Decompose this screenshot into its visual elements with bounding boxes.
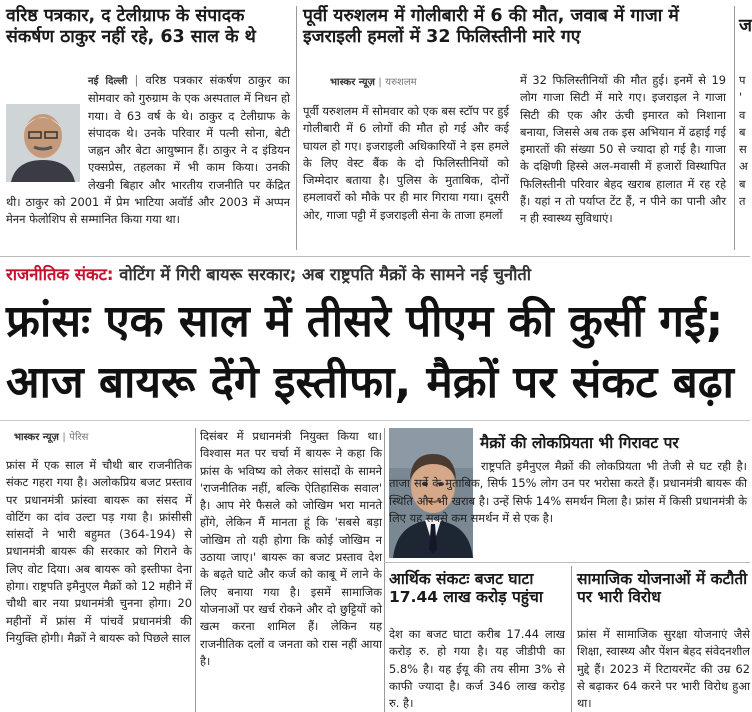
macron-headline: मैक्रों की लोकप्रियता भी गिरावट पर — [480, 434, 679, 452]
main-byline: भास्कर न्यूज़ | पेरिस — [14, 432, 89, 443]
main-col1: फ्रांस में एक साल में चौथी बार राजनीतिक संकट गहरा गया है। अलोकप्रिय बजट प्रस्ताव पर प्रधानमंत्री फ्रांस्वा बायरू का संसद में वोटिंग का दांव उल्टा पड़ गया है। फ्रांसीसी सांसदों ने भारी बहुमत (364-194) से प्रधानमंत्री बायरू की सरकार को गिराने के लिए वोट दिया। अब बायरू को इस्तीफा देना होगा। राष्ट्रपति इमैनुएल मैक्रों को 12 महीने में चौथी बार नया प्रधानमंत्री चुनना होगा। 20 महीनों में फ्रांस में पांचवें प्रधानमंत्री की नियुक्ति होगी। मैक्रों ने बायरू को पिछले साल — [6, 458, 192, 645]
story2-col2: में 32 फिलिस्तीनियों की मौत हुई। इनमें से 19 लोग गाजा सिटी में मारे गए। इजराइल ने गाजा सिटी की एक और ऊंची इमारत को निशाना बनाया, जिससे अब तक इस अभियान में ढहाई गई इमारतों की संख्या 50 से ज्यादा हो गई है। गाजा के दक्षिणी हिस्से अल-मवासी में हजारों विस्थापित फिलिस्तीनी परिवार बेहद खराब हालात में रह रहे हैं। यहां न तो पर्याप्त टेंट हैं, न पीने का पानी और न ही स्वास्थ्य सुविधाएं। — [520, 73, 726, 226]
story2-byline: भास्कर न्यूज़ | यरुशलम — [330, 77, 417, 88]
story2-byline-source: भास्कर न्यूज़ — [330, 77, 375, 88]
economic-body: देश का बजट घाटा करीब 17.44 लाख करोड़ रु. हो गया है। यह जीडीपी का 5.8% है। यह ईयू की तय सीमा 3% से काफी ज्यादा है। कर्ज 346 लाख करोड़ रु. है। — [389, 627, 565, 711]
main-byline-place: पेरिस — [69, 432, 89, 443]
story3-body: प ' व ब स अ ब त — [739, 73, 748, 209]
story1-dateline: नई दिल्ली — [88, 76, 128, 87]
story3-headline: ज — [739, 16, 752, 36]
kicker-label: राजनीतिक संकट: — [6, 265, 114, 284]
story2-col1: पूर्वी यरुशलम में सोमवार को एक बस स्टॉप पर हुई गोलीबारी में 6 लोगों की मौत हो गई और कई घायल हो गए। इजराइली अधिकारियों ने इस हमले के लिए वेस्ट बैंक के दो फिलिस्तीनियों को जिम्मेदार बताया है। पुलिस के मुताबिक, दोनों हमलावरों को मौके पर ही मार गिराया गया। दूसरी ओर, गाजा पट्टी में इजराइली सेना के ताजा हमलों — [303, 104, 509, 222]
main-byline-source: भास्कर न्यूज़ — [14, 432, 59, 443]
economic-headline: आर्थिक संकटः बजट घाटा 17.44 लाख करोड़ पहुंचा — [389, 570, 543, 607]
kicker-text: वोटिंग में गिरी बायरू सरकार; अब राष्ट्रपति मैक्रों के सामने नई चुनौती — [113, 265, 532, 284]
main-headline-line2: आज बायरू देंगे इस्तीफा, मैक्रों पर संकट बढ़ा — [6, 357, 734, 408]
main-col2: दिसंबर में प्रधानमंत्री नियुक्त किया था। विश्वास मत पर चर्चा में बायरू ने कहा कि फ्रांस के भविष्य को लेकर सांसदों के सामने 'राजनीतिक नहीं, बल्कि ऐतिहासिक सवाल' है। आप मेरे फैसले को जोखिम भरा मानते होंगे, लेकिन मैं मानता हूं कि 'सबसे बड़ा जोखिम तो यही होगा कि कोई जोखिम न उठाया जाए।' बायरू का बजट प्रस्ताव देश के बढ़ते घाटे और कर्ज को काबू में लाने के लिए बनाया गया है। इसमें सामाजिक योजनाओं पर खर्च रोकने और दो छुट्टियों को खत्म करना शामिल हैं। लेकिन यह राजनीतिक दलों व जनता को रास नहीं आया है। — [200, 429, 382, 668]
social-headline: सामाजिक योजनाओं में कटौती पर भारी विरोध — [577, 570, 748, 607]
macron-body: राष्ट्रपति इमैनुएल मैक्रों की लोकप्रियता भी तेजी से घट रही है। ताजा सर्वे के मुताबिक, सिर्फ 15% लोग उन पर भरोसा करते हैं। प्रधानमंत्री बायरू की स्थिति और भी खराब है। उन्हें सिर्फ 14% समर्थन मिला है। फ्रांस में किसी प्रधानमंत्री के लिए यह सबसे कम समर्थन में से एक है। — [389, 459, 747, 525]
journalist-photo — [6, 104, 80, 182]
main-headline-line1: फ्रांसः एक साल में तीसरे पीएम की कुर्सी गई; — [6, 296, 724, 347]
story1-body: नई दिल्ली | वरिष्ठ पत्रकार संकर्षण ठाकुर का सोमवार को गुरुग्राम के एक अस्पताल में निधन हो गया। वे 63 वर्ष के थे। ठाकुर द टेलीग्राफ के संपादक थे। उनके परिवार में पत्नी सोना, बेटी जह्नन और बेटा आयुष्मान हैं। ठाकुर ने द इंडियन एक्सप्रेस, तहलका में भी काम किया। उनकी लेखनी बिहार और भारतीय राजनीति पर केंद्रित थी। ठाकुर को 2001 में प्रेम भाटिया अवॉर्ड और 2003 में अप्पन मेनन फेलोशिप से सम्मानित किया गया था। — [6, 73, 290, 227]
story2-headline: पूर्वी यरुशलम में गोलीबारी में 6 की मौत, जवाब में गाजा में इजराइली हमलों में 32 फिलिस्तीनी मारे गए — [303, 6, 679, 47]
story1-headline: वरिष्ठ पत्रकार, द टेलीग्राफ के संपादक संकर्षण ठाकुर नहीं रहे, 63 साल के थे — [6, 6, 256, 47]
story2-byline-place: यरुशलम — [385, 77, 417, 88]
story1-text: वरिष्ठ पत्रकार संकर्षण ठाकुर का सोमवार को गुरुग्राम के एक अस्पताल में निधन हो गया। वे 63 वर्ष के थे। ठाकुर द टेलीग्राफ के संपादक थे। उनके परिवार में पत्नी सोना, बेटी जह्नन और बेटा आयुष्मान हैं। ठाकुर ने द इंडियन एक्सप्रेस, तहलका में भी काम किया। उनकी लेखनी बिहार और भारतीय राजनीति पर केंद्रित थी। ठाकुर को 2001 में प्रेम भाटिया अवॉर्ड और 2003 में अप्पन मेनन फेलोशिप से सम्मानित किया गया था। — [6, 73, 290, 227]
kicker — [6, 262, 750, 288]
social-body: फ्रांस में सामाजिक सुरक्षा योजनाएं जैसे शिक्षा, स्वास्थ्य और पेंशन बेहद संवेदनशील मुद्दे हैं। 2023 में रिटायरमेंट की उम्र 62 से बढ़ाकर 64 करने पर भारी विरोध हुआ था। — [577, 627, 750, 711]
